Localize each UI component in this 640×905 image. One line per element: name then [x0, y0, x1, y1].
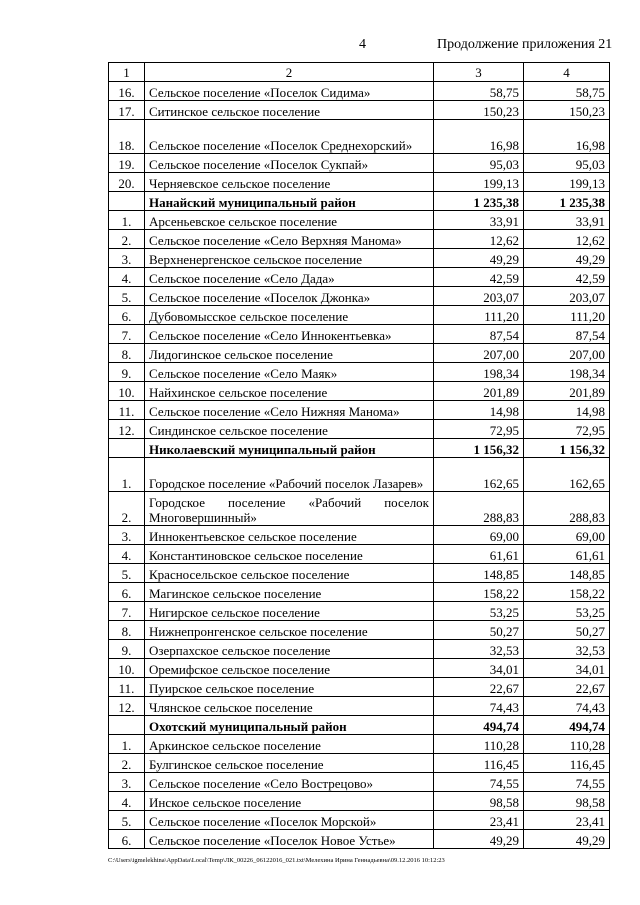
value-col4: 158,22 [524, 583, 610, 602]
table-row [109, 678, 610, 697]
value-col3: 72,95 [434, 420, 524, 439]
table-row [109, 344, 610, 363]
row-number [109, 439, 145, 458]
value-col3: 32,53 [434, 640, 524, 659]
value-col4: 32,53 [524, 640, 610, 659]
settlement-name-text: Городское поселение «Рабочий поселок Многовершинный» [149, 495, 429, 525]
row-number: 6. [109, 306, 145, 325]
value-col3: 69,00 [434, 526, 524, 545]
table-row [109, 830, 610, 849]
value-col4: 74,43 [524, 697, 610, 716]
settlement-name-text: Городское поселение «Рабочий поселок Лазарев» [149, 476, 424, 491]
district-row [109, 192, 610, 211]
row-number [109, 716, 145, 735]
row-number: 12. [109, 420, 145, 439]
value-col3: 150,23 [434, 101, 524, 120]
settlement-name: Нигирское сельское поселение [145, 602, 434, 621]
value-col4: 33,91 [524, 211, 610, 230]
settlement-name: Члянское сельское поселение [145, 697, 434, 716]
value-col3: 288,83 [434, 492, 524, 526]
value-col4: 199,13 [524, 173, 610, 192]
row-number: 11. [109, 678, 145, 697]
table-row [109, 792, 610, 811]
continuation-label: Продолжение приложения 21 [437, 37, 613, 52]
settlement-name [145, 492, 434, 526]
table-row [109, 583, 610, 602]
row-number: 17. [109, 101, 145, 120]
value-col4: 42,59 [524, 268, 610, 287]
value-col3: 203,07 [434, 287, 524, 306]
settlement-name: Константиновское сельское поселение [145, 545, 434, 564]
value-col3: 74,43 [434, 697, 524, 716]
settlement-name: Нижнепронгенское сельское поселение [145, 621, 434, 640]
row-number: 4. [109, 545, 145, 564]
value-col3: 58,75 [434, 82, 524, 101]
row-number: 8. [109, 621, 145, 640]
settlement-name: Верхненергенское сельское поселение [145, 249, 434, 268]
value-col3: 494,74 [434, 716, 524, 735]
district-row [109, 716, 610, 735]
table-row [109, 325, 610, 344]
settlement-name: Озерпахское сельское поселение [145, 640, 434, 659]
data-table [108, 62, 610, 849]
row-number: 5. [109, 287, 145, 306]
table-row [109, 735, 610, 754]
value-col4: 58,75 [524, 82, 610, 101]
row-number: 20. [109, 173, 145, 192]
page-number: 4 [359, 37, 366, 52]
settlement-name: Дубовомысское сельское поселение [145, 306, 434, 325]
value-col3: 50,27 [434, 621, 524, 640]
row-number: 2. [109, 492, 145, 526]
value-col4: 34,01 [524, 659, 610, 678]
table-row [109, 811, 610, 830]
settlement-name: Сельское поселение «Село Маяк» [145, 363, 434, 382]
table-row [109, 545, 610, 564]
value-col3: 98,58 [434, 792, 524, 811]
settlement-name: Черняевское сельское поселение [145, 173, 434, 192]
table-row [109, 101, 610, 120]
table-row [109, 773, 610, 792]
settlement-name: Сельское поселение «Село Нижняя Манома» [145, 401, 434, 420]
table-row [109, 268, 610, 287]
settlement-name: Сельское поселение «Село Дада» [145, 268, 434, 287]
row-number: 2. [109, 754, 145, 773]
value-col3: 14,98 [434, 401, 524, 420]
value-col3: 87,54 [434, 325, 524, 344]
district-row [109, 439, 610, 458]
table-row [109, 306, 610, 325]
table-row [109, 564, 610, 583]
value-col4: 23,41 [524, 811, 610, 830]
district-name: Охотский муниципальный район [145, 716, 434, 735]
row-number: 10. [109, 382, 145, 401]
table-row [109, 602, 610, 621]
settlement-name: Сельское поселение «Поселок Сукпай» [145, 154, 434, 173]
value-col4: 111,20 [524, 306, 610, 325]
value-col4: 49,29 [524, 249, 610, 268]
row-number: 2. [109, 230, 145, 249]
table-row [109, 249, 610, 268]
row-number: 7. [109, 325, 145, 344]
value-col4: 12,62 [524, 230, 610, 249]
value-col4: 150,23 [524, 101, 610, 120]
table-row [109, 401, 610, 420]
value-col3: 148,85 [434, 564, 524, 583]
settlement-name: Аркинское сельское поселение [145, 735, 434, 754]
row-number: 3. [109, 526, 145, 545]
value-col4: 116,45 [524, 754, 610, 773]
row-number: 9. [109, 640, 145, 659]
value-col3: 22,67 [434, 678, 524, 697]
row-number: 6. [109, 583, 145, 602]
row-number: 7. [109, 602, 145, 621]
value-col4: 98,58 [524, 792, 610, 811]
row-number: 5. [109, 811, 145, 830]
table-row [109, 173, 610, 192]
column-header-row [109, 63, 610, 82]
row-number: 4. [109, 792, 145, 811]
table-row [109, 492, 610, 526]
value-col4: 69,00 [524, 526, 610, 545]
row-number: 8. [109, 344, 145, 363]
row-number: 18. [109, 120, 145, 154]
settlement-name: Сельское поселение «Поселок Морской» [145, 811, 434, 830]
value-col4: 1 235,38 [524, 192, 610, 211]
row-number: 3. [109, 249, 145, 268]
value-col4: 14,98 [524, 401, 610, 420]
value-col4: 53,25 [524, 602, 610, 621]
settlement-name: Иннокентьевское сельское поселение [145, 526, 434, 545]
row-number: 5. [109, 564, 145, 583]
value-col3: 49,29 [434, 249, 524, 268]
table-row [109, 526, 610, 545]
table-row [109, 211, 610, 230]
row-number [109, 192, 145, 211]
value-col4: 203,07 [524, 287, 610, 306]
value-col3: 95,03 [434, 154, 524, 173]
table-row [109, 230, 610, 249]
value-col3: 16,98 [434, 120, 524, 154]
table-row [109, 120, 610, 154]
table-row [109, 458, 610, 492]
row-number: 11. [109, 401, 145, 420]
value-col4: 110,28 [524, 735, 610, 754]
value-col4: 95,03 [524, 154, 610, 173]
settlement-name-text: Сельское поселение «Поселок Среднехорский» [149, 138, 413, 153]
value-col4: 16,98 [524, 120, 610, 154]
settlement-name: Найхинское сельское поселение [145, 382, 434, 401]
settlement-name: Инское сельское поселение [145, 792, 434, 811]
settlement-name: Синдинское сельское поселение [145, 420, 434, 439]
district-name: Нанайский муниципальный район [145, 192, 434, 211]
value-col4: 72,95 [524, 420, 610, 439]
value-col4: 1 156,32 [524, 439, 610, 458]
table-row [109, 621, 610, 640]
settlement-name [145, 120, 434, 154]
value-col3: 74,55 [434, 773, 524, 792]
value-col3: 198,34 [434, 363, 524, 382]
value-col3: 49,29 [434, 830, 524, 849]
file-path-footer: C:\Users\igmelekhina\AppData\Local\Temp\ЛК_00226_06122016_021.txt\Мелехина Ирина Геннадьевна\09.12.2016 10:12:23 [108, 857, 445, 864]
settlement-name: Сельское поселение «Поселок Сидима» [145, 82, 434, 101]
row-number: 9. [109, 363, 145, 382]
table-row [109, 697, 610, 716]
value-col3: 110,28 [434, 735, 524, 754]
value-col4: 74,55 [524, 773, 610, 792]
table-row [109, 287, 610, 306]
row-number: 1. [109, 458, 145, 492]
settlement-name: Арсеньевское сельское поселение [145, 211, 434, 230]
settlement-name: Оремифское сельское поселение [145, 659, 434, 678]
value-col3: 207,00 [434, 344, 524, 363]
table-row [109, 154, 610, 173]
value-col4: 162,65 [524, 458, 610, 492]
value-col4: 198,34 [524, 363, 610, 382]
settlement-name: Сельское поселение «Село Верхняя Манома» [145, 230, 434, 249]
value-col4: 49,29 [524, 830, 610, 849]
settlement-name: Булгинское сельское поселение [145, 754, 434, 773]
column-header: 2 [145, 63, 434, 82]
value-col3: 201,89 [434, 382, 524, 401]
value-col3: 199,13 [434, 173, 524, 192]
row-number: 12. [109, 697, 145, 716]
table-row [109, 659, 610, 678]
table-row [109, 82, 610, 101]
settlement-name: Лидогинское сельское поселение [145, 344, 434, 363]
table-row [109, 754, 610, 773]
value-col3: 61,61 [434, 545, 524, 564]
settlement-name: Красносельское сельское поселение [145, 564, 434, 583]
value-col3: 116,45 [434, 754, 524, 773]
row-number: 10. [109, 659, 145, 678]
settlement-name: Сельское поселение «Село Иннокентьевка» [145, 325, 434, 344]
value-col4: 288,83 [524, 492, 610, 526]
value-col3: 42,59 [434, 268, 524, 287]
table-row [109, 382, 610, 401]
settlement-name: Сельское поселение «Село Вострецово» [145, 773, 434, 792]
row-number: 6. [109, 830, 145, 849]
value-col3: 12,62 [434, 230, 524, 249]
settlement-name: Сельское поселение «Поселок Новое Устье» [145, 830, 434, 849]
column-header: 4 [524, 63, 610, 82]
value-col3: 162,65 [434, 458, 524, 492]
value-col3: 34,01 [434, 659, 524, 678]
settlement-name: Магинское сельское поселение [145, 583, 434, 602]
value-col3: 1 156,32 [434, 439, 524, 458]
value-col4: 87,54 [524, 325, 610, 344]
value-col4: 148,85 [524, 564, 610, 583]
row-number: 19. [109, 154, 145, 173]
value-col3: 23,41 [434, 811, 524, 830]
table-row [109, 363, 610, 382]
value-col4: 61,61 [524, 545, 610, 564]
settlement-name: Сельское поселение «Поселок Джонка» [145, 287, 434, 306]
row-number: 16. [109, 82, 145, 101]
value-col4: 201,89 [524, 382, 610, 401]
column-header: 1 [109, 63, 145, 82]
value-col4: 207,00 [524, 344, 610, 363]
value-col3: 33,91 [434, 211, 524, 230]
row-number: 1. [109, 211, 145, 230]
value-col4: 22,67 [524, 678, 610, 697]
table-row [109, 420, 610, 439]
district-name: Николаевский муниципальный район [145, 439, 434, 458]
value-col3: 158,22 [434, 583, 524, 602]
table-row [109, 640, 610, 659]
column-header: 3 [434, 63, 524, 82]
value-col4: 494,74 [524, 716, 610, 735]
settlement-name [145, 458, 434, 492]
settlement-name: Пуирское сельское поселение [145, 678, 434, 697]
row-number: 3. [109, 773, 145, 792]
value-col3: 53,25 [434, 602, 524, 621]
value-col4: 50,27 [524, 621, 610, 640]
value-col3: 111,20 [434, 306, 524, 325]
row-number: 4. [109, 268, 145, 287]
value-col3: 1 235,38 [434, 192, 524, 211]
row-number: 1. [109, 735, 145, 754]
settlement-name: Ситинское сельское поселение [145, 101, 434, 120]
